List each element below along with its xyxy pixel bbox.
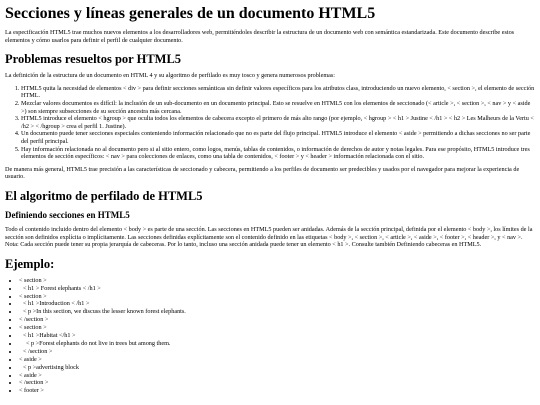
problem-item: 4. Un documento puede tener secciones especiales conteniendo información relacionado que no es parte del flujo principal. HTML5 introduce el elemento < aside > permitiendo a dichas secciones no ser parte del perfil principal. (21, 130, 535, 145)
example-code-line: • < /section > (19, 348, 535, 356)
example-code-line: • < aside > (19, 372, 535, 380)
example-code-line: • < h1 > Forest elephants < /h1 > (19, 285, 535, 293)
problem-item: 5. Hay información relacionada no al documento pero si al sitio entero, como logos, menús, tablas de contenidos, o información de derechos de autor y notas legales. Para ese propósito, HTML5 introduce tres elementos de sección específicos: < nav > para colecciones de enlaces, como una tabla de contenidos, < footer > y < header > información relacionada con el sitio. (21, 146, 535, 161)
problem-item: 2. Mezclar valores documentos es difícil: la inclusión de un sub-documento en un documento principal. Esto se resuelve en HTML5 con los elementos de seccionado (< article >, < section >, < nav > y < aside >) son siempre subsecciones de su sección ancestra más cercana. (21, 100, 535, 115)
problem-item: 1. HTML5 quita la necesidad de elementos < div > para definir secciones semánticas sin definir valores específicos para los atributos class, introduciendo un nuevo elemento, < section >, el elemento de sección HTML. (21, 85, 535, 100)
example-code-line: • < /section > (19, 379, 535, 387)
example-code-line: • < section > (19, 324, 535, 332)
example-code-list (5, 277, 535, 396)
example-code-line: • < p >In this section, we discuss the lesser known forest elephants. (19, 308, 535, 316)
algorithm-heading: El algoritmo de perfilado de HTML5 (5, 188, 203, 203)
example-code-line: • < h1 >Habitat </h1 > (19, 332, 535, 340)
problems-list (5, 85, 535, 161)
problems-heading: Problemas resueltos por HTML5 (5, 52, 182, 67)
algorithm-subheading: Definiendo secciones en HTML5 (5, 209, 130, 220)
example-heading: Ejemplo: (5, 256, 55, 271)
example-code-line: • < footer > (19, 387, 535, 395)
intro-paragraph: La especificación HTML5 trae muchos nuevos elementos a los desarrolladores web, permitiéndoles describir la estructura de un documento web con semántica estandarizada. Este documento describe estos elementos y cómo usarlos para definir el perfil de cualquier documento. (5, 29, 515, 44)
problem-item: 3. HTML5 introduce el elemento < hgroup > que oculta todos los elementos de cabecera excepto el primero de más alto rango (por ejemplo, < hgroup > < h1 > Justine < /h1 > < h2 > Les Malheurs de la Vertu < /h2 > < /hgroup > crea el perfil 1. Justine). (21, 115, 535, 130)
example-code-line: • < section > (19, 277, 535, 285)
problems-lead: La definición de la estructura de un documento en HTML 4 y su algoritmo de perfilado es muy tosco y genera numerosos problemas: (5, 72, 336, 80)
example-code-line: • < /section > (19, 316, 535, 324)
algorithm-body: Todo el contenido incluido dentro del elemento < body > es parte de una sección. Las secciones en HTML5 pueden ser anidadas. Además de la sección principal, definida por el elemento < body >, los límites de la sección son definidos explícita o implícitamente. Las secciones definidas explícitamente son el contenido definido en las etiquetas < body >, < section >, < article >, < aside >, < footer >, < header >, y < nav >. Nota: Cada sección puede tener su propia jerarquía de cabeceras. Por lo tanto, incluso una sección anidada puede tener un elemento < h1 >. Consulte también Definiendo cabeceras en HTML5. (5, 225, 533, 249)
example-code-line: • < aside > (19, 356, 535, 364)
example-code-line: • < h1 >Introduction < /h1 > (19, 300, 535, 308)
example-code-line: • < p >Forest elephants do not live in trees but among them. (19, 340, 535, 348)
example-code-line: • < section > (19, 293, 535, 301)
example-code-line: • < p >advertising block (19, 364, 535, 372)
problems-closing: De manera más general, HTML5 trae precisión a las características de seccionado y cabecera, permitiendo a los perfiles de documento ser predecibles y usados por el navegador para mejorar la experiencia de usuario. (5, 165, 520, 181)
page-title: Secciones y líneas generales de un documento HTML5 (5, 5, 376, 22)
